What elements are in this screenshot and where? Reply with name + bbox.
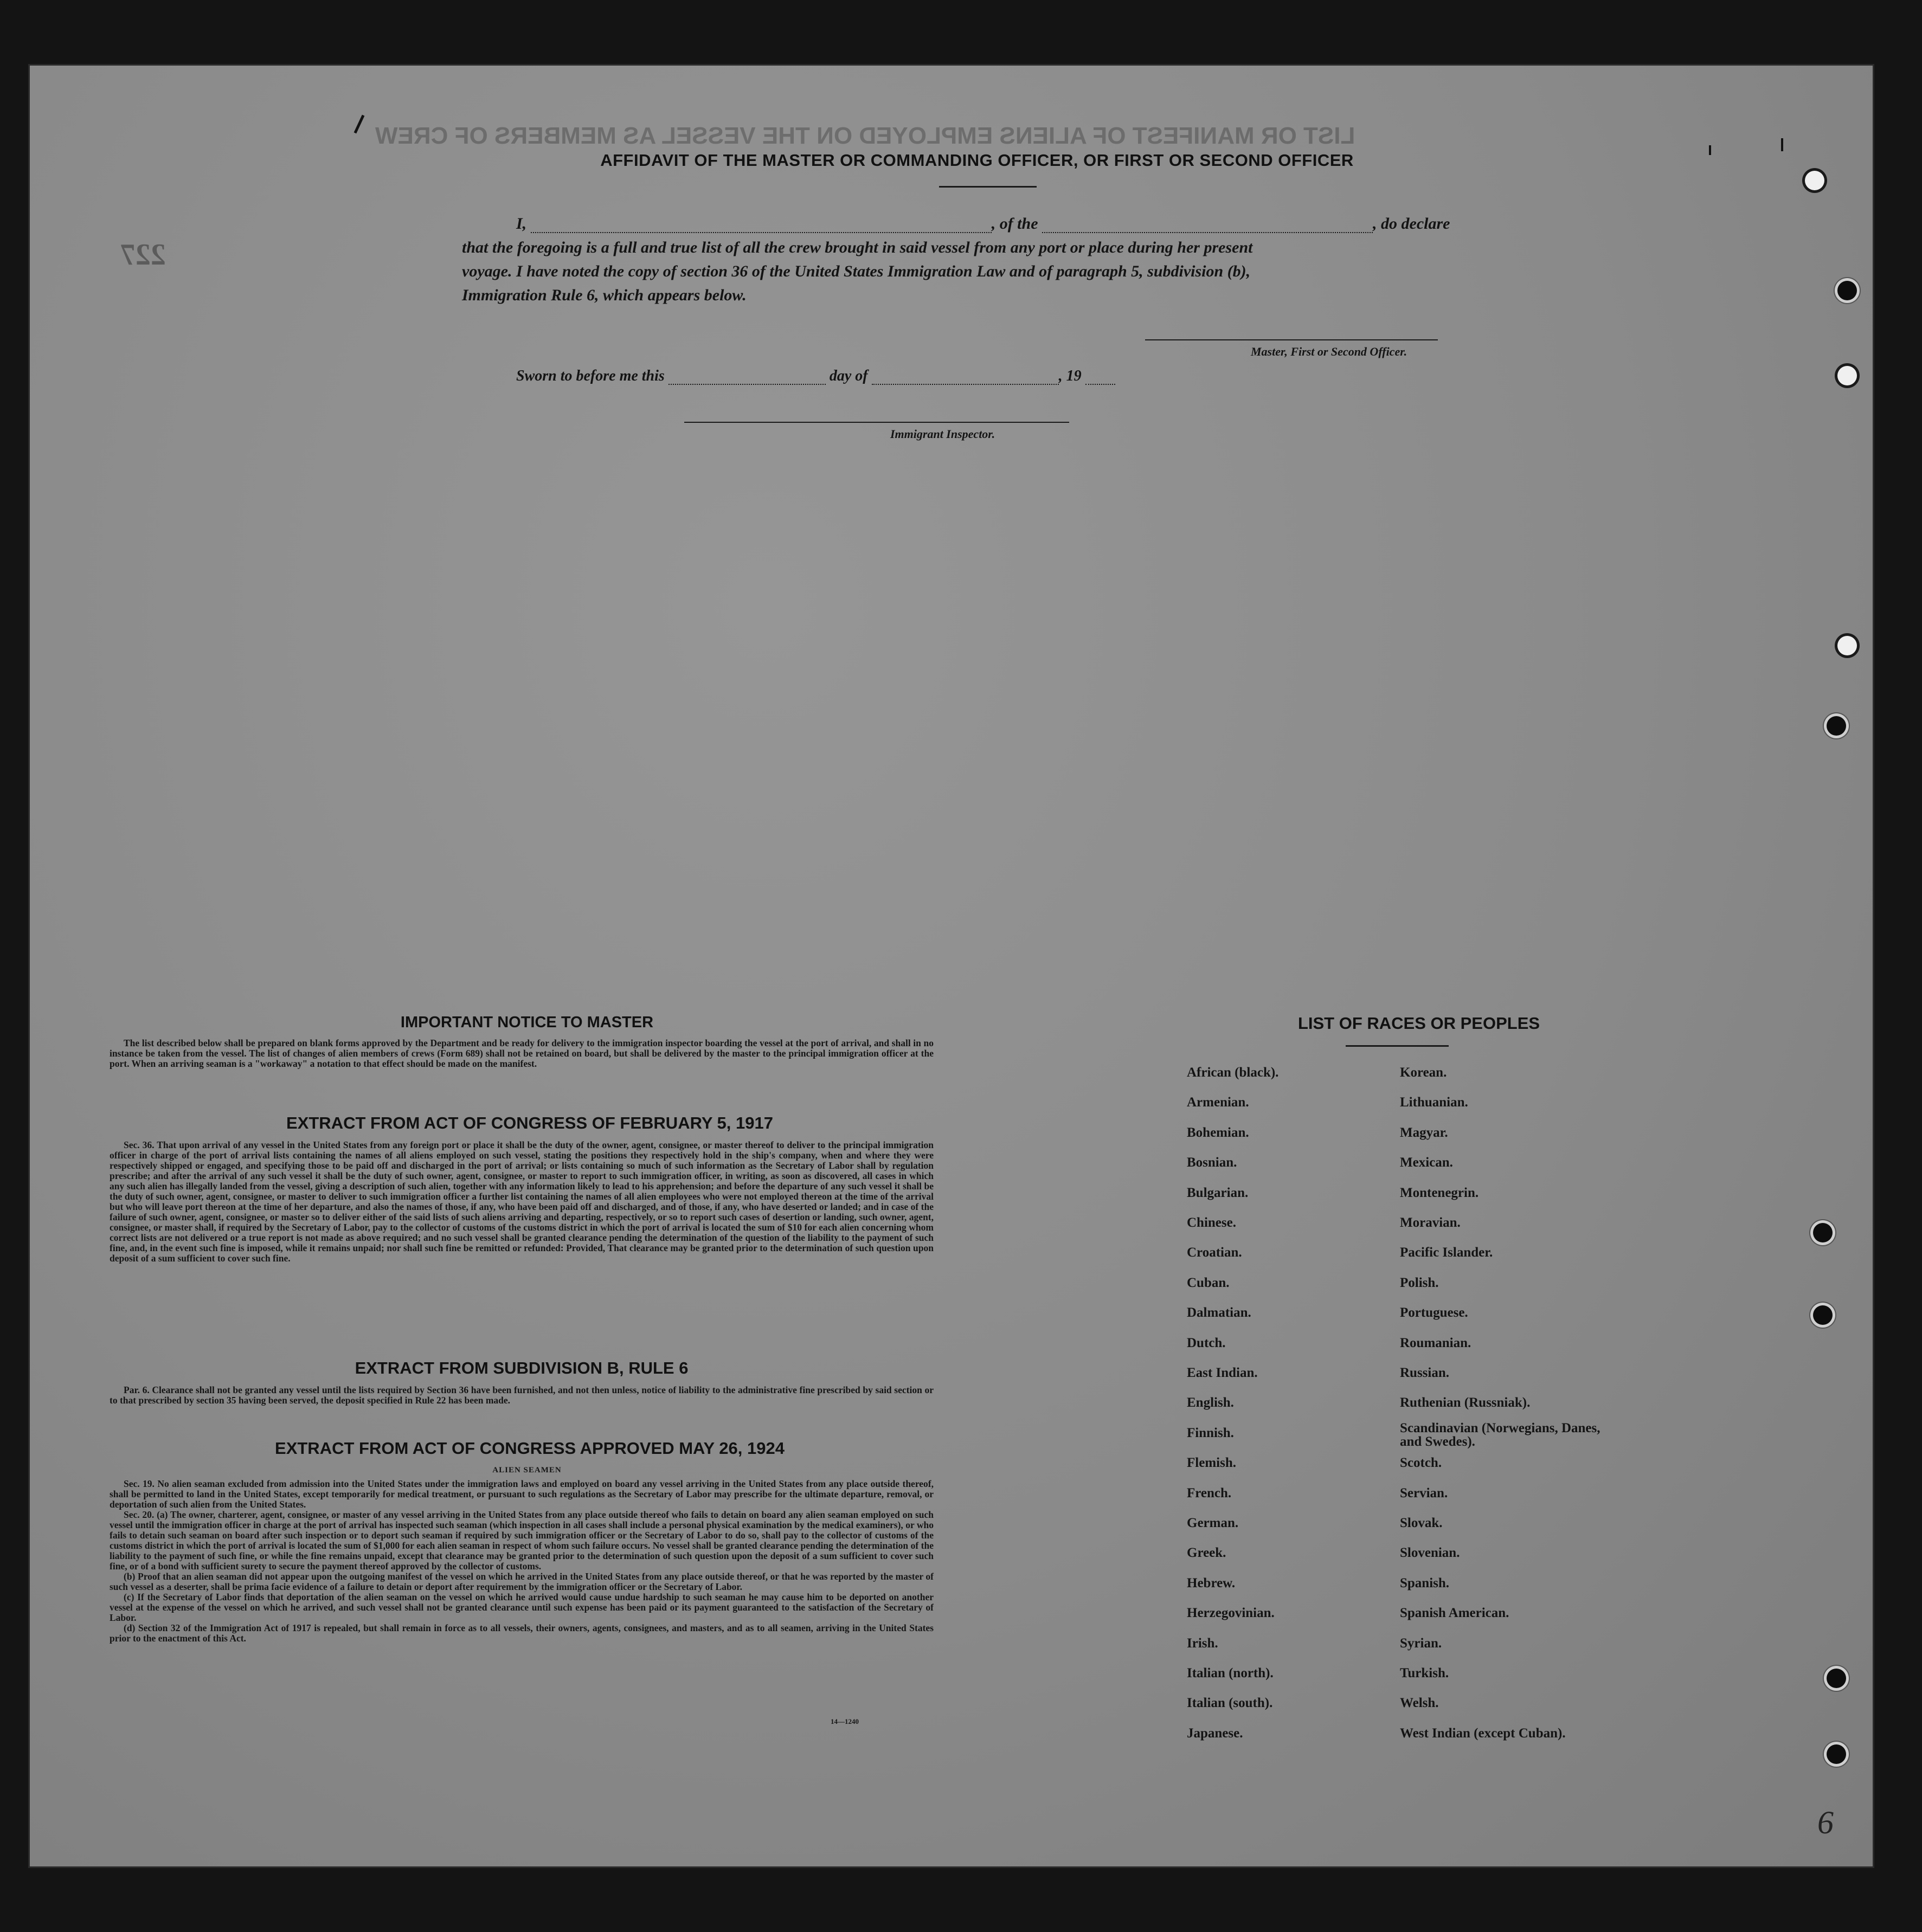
- race-item: Flemish.: [1187, 1456, 1236, 1471]
- race-item: Syrian.: [1400, 1635, 1442, 1651]
- race-item: Turkish.: [1400, 1666, 1449, 1680]
- punch-hole: [1813, 1305, 1833, 1325]
- race-item: Herzegovinian.: [1187, 1606, 1275, 1621]
- document-page: [28, 64, 1874, 1868]
- race-item: Russian.: [1400, 1366, 1450, 1380]
- race-item: Armenian.: [1187, 1095, 1249, 1110]
- punch-hole: [1837, 636, 1857, 655]
- inspector-signature-line[interactable]: [684, 422, 1069, 423]
- races-title: LIST OF RACES OR PEOPLES: [1297, 1014, 1540, 1033]
- race-item: Cuban.: [1187, 1275, 1230, 1290]
- race-item: Korean.: [1400, 1065, 1447, 1080]
- race-item: English.: [1187, 1395, 1234, 1411]
- punch-hole: [1805, 171, 1824, 190]
- affidavit-line-1: [516, 215, 1450, 233]
- race-item: Dalmatian.: [1187, 1305, 1251, 1321]
- sworn-year-label: , 19: [1058, 368, 1082, 384]
- extract-rule6-text: Par. 6. Clearance shall not be granted any vessel until the lists required by Section 36 have been furnished, and not then unless, notice of liability to the administrative fine prescribed by said section or to that prescribed by section 35 having been served, the deposit specified in Rule 22 has been made.: [110, 1384, 934, 1406]
- race-item: German.: [1187, 1516, 1239, 1530]
- affidavit-line-4: Immigration Rule 6, which appears below.: [462, 286, 747, 304]
- race-item: Polish.: [1400, 1275, 1439, 1290]
- punch-hole: [1813, 1223, 1833, 1242]
- race-item: Croatian.: [1187, 1245, 1242, 1260]
- sworn-month-blank[interactable]: [872, 370, 1059, 385]
- race-item: Spanish American.: [1400, 1606, 1509, 1621]
- notice-title: IMPORTANT NOTICE TO MASTER: [400, 1014, 654, 1031]
- sworn-day-of-label: day of: [829, 368, 868, 384]
- punch-hole: [1827, 1744, 1846, 1764]
- affidavit-line-2: that the foregoing is a full and true list of all the crew brought in said vessel from any port or place during her present: [462, 239, 1253, 256]
- race-item: Pacific Islander.: [1400, 1245, 1493, 1260]
- race-item: Slovak.: [1400, 1516, 1443, 1530]
- race-item: Italian (south).: [1187, 1696, 1273, 1711]
- race-item: Servian.: [1400, 1485, 1448, 1500]
- handwritten-mark: 6: [1817, 1805, 1834, 1840]
- race-item: Moravian.: [1400, 1215, 1461, 1230]
- affidavit-title-rule: [939, 186, 1037, 188]
- race-item: Dutch.: [1187, 1335, 1226, 1350]
- extract-1917-title: EXTRACT FROM ACT OF CONGRESS OF FEBRUARY 5, 1917: [286, 1113, 773, 1132]
- form-code: 14—1240: [831, 1717, 859, 1725]
- race-item: Lithuanian.: [1400, 1095, 1468, 1110]
- bleed-through-page-number: 227: [120, 238, 166, 272]
- race-item: Scotch.: [1400, 1456, 1442, 1471]
- race-item: Welsh.: [1400, 1696, 1439, 1711]
- pen-mark: [1709, 145, 1711, 155]
- sworn-day-blank[interactable]: [668, 370, 826, 385]
- extract-rule6-title: EXTRACT FROM SUBDIVISION B, RULE 6: [355, 1358, 689, 1377]
- extract-1917-text: Sec. 36. That upon arrival of any vessel in the United States from any foreign port or place it shall be the duty of the owner, agent, consignee, or master thereof to deliver to the principal immigration officer in charge of the port of arrival lists containing the names of all aliens employed on such vessel, stating the positions they respectively hold in the ship's company, when and where they were respectively shipped or engaged, and specifying those to be paid off and discharged in the port of arrival; or lists containing so much of such information as the Secretary of Labor shall by regulation prescribe; and after the arrival of any such vessel it shall be the duty of such owner, agent, consignee, or master to report to such immigration officer, in writing, as soon as discovered, all cases in which any such alien has illegally landed from the vessel, giving a description of such alien, together with any information likely to lead to his apprehension; and before the departure of any such vessel it shall be the duty of such owner, agent, consignee, or master to deliver to such immigration officer a further list containing the names of all alien employees who were not employed thereon at the time of the arrival but who will leave port thereon at the time of her departure, and also the names of those, if any, who have been paid off and discharged, and of those, if any, who have deserted or landed; and in case of the failure of such owner, agent, consignee, or master so to deliver either of the said lists of such aliens arriving and departing, respectively, or so to report such cases of desertion or landing, such owner, agent, consignee, or master shall, if required by the Secretary of Labor, pay to the collector of customs of the customs district in which the port of arrival is located the sum of $10 for each alien concerning whom correct lists are not delivered or a true report is not made as above required; and no such vessel shall be granted clearance pending the determination of the question of the liability to the payment of such fine, and, in the event such fine is imposed, while it remains unpaid; nor shall such fine be remitted or refunded: Provided, That clearance may be granted prior to the determination of such question upon deposit of a sum sufficient to cover such fine.: [110, 1139, 934, 1264]
- race-item: East Indian.: [1187, 1366, 1258, 1380]
- race-item: West Indian (except Cuban).: [1400, 1725, 1566, 1741]
- extract-1924-text: [110, 1479, 934, 1644]
- pen-mark: [1781, 138, 1783, 151]
- sworn-line: [516, 368, 1115, 385]
- race-item: Scandinavian (Norwegians, Danes, and Swedes).: [1400, 1420, 1600, 1449]
- affidavit-line-3: voyage. I have noted the copy of section 36 of the United States Immigration Law and of paragraph 5, subdivision (b),: [462, 262, 1251, 280]
- race-item: Greek.: [1187, 1545, 1226, 1561]
- punch-hole: [1837, 281, 1857, 300]
- sec-20-a: Sec. 20. (a) The owner, charterer, agent, consignee, or master of any vessel arriving in the United States from any place outside thereof who fails to detain on board any alien seaman employed on such vessel until the immigration officer in charge at the port of arrival has inspected such seaman (which inspection in all cases shall include a personal physical examination by the medical examiners), or who fails to detain such seaman on board after such inspection or to deport such seaman if required by such immigration officer or the Secretary of Labor to do so, shall pay to the collector of customs of the customs district in which the port of arrival is located the sum of $1,000 for each alien seaman in respect of whom such failure occurs. No vessel shall be granted clearance pending the determination of the liability to the payment of such fine, or while the fine remains unpaid, except that clearance may be granted prior to the determination of such question upon the deposit of a sum sufficient to cover such fine, or of a bond with sufficient surety to secure the payment thereof approved by the collector of customs.: [110, 1509, 934, 1572]
- races-title-rule: [1346, 1045, 1449, 1047]
- punch-hole: [1827, 716, 1846, 736]
- pen-mark: [354, 115, 365, 134]
- race-item: Italian (north).: [1187, 1666, 1274, 1680]
- race-item: Irish.: [1187, 1635, 1218, 1651]
- inspector-signature-label: Immigrant Inspector.: [890, 427, 995, 441]
- master-signature-line[interactable]: [1145, 339, 1438, 340]
- race-item: Magyar.: [1400, 1125, 1448, 1140]
- master-name-blank[interactable]: [531, 218, 992, 233]
- sec-19: Sec. 19. No alien seaman excluded from admission into the United States under the immigration laws and employed on board any vessel arriving in the United States from any place outside thereof, shall be permitted to land in the United States, except temporarily for medical treatment, or pursuant to such regulations as the Secretary of Labor may prescribe for the ultimate departure, removal, or deportation of such alien from the United States.: [110, 1478, 934, 1510]
- affidavit-of-the-label: , of the: [991, 215, 1038, 233]
- race-item: African (black).: [1187, 1065, 1279, 1080]
- race-item: Slovenian.: [1400, 1545, 1460, 1561]
- race-item: Chinese.: [1187, 1215, 1236, 1230]
- extract-1924-subtitle: ALIEN SEAMEN: [492, 1466, 562, 1474]
- affidavit-i-label: I,: [516, 215, 527, 233]
- race-item: Hebrew.: [1187, 1575, 1236, 1590]
- punch-hole: [1837, 366, 1857, 385]
- race-item: Japanese.: [1187, 1725, 1243, 1741]
- affidavit-title: AFFIDAVIT OF THE MASTER OR COMMANDING OFFICER, OR FIRST OR SECOND OFFICER: [600, 151, 1354, 170]
- race-item: Bosnian.: [1187, 1155, 1237, 1170]
- bleed-through-heading: LIST OR MANIFEST OF ALIENS EMPLOYED ON THE VESSEL AS MEMBERS OF CREW: [375, 123, 1355, 149]
- sworn-year-blank[interactable]: [1085, 370, 1115, 385]
- punch-hole: [1827, 1669, 1846, 1688]
- master-signature-label: Master, First or Second Officer.: [1251, 345, 1407, 358]
- race-item: Mexican.: [1400, 1155, 1453, 1170]
- race-item: Montenegrin.: [1400, 1185, 1479, 1200]
- race-item: Bohemian.: [1187, 1125, 1249, 1140]
- sec-20-c: (c) If the Secretary of Labor finds that deportation of the alien seaman on the vessel on which he arrived would cause undue hardship to such seaman he may cause him to be deported on another vessel at the expense of the vessel on which he arrived, and such vessel shall not be granted clearance until such expense has been paid or its payment guaranteed to the satisfaction of the Secretary of Labor.: [110, 1592, 934, 1623]
- race-item: French.: [1187, 1485, 1232, 1500]
- sec-20-d: (d) Section 32 of the Immigration Act of 1917 is repealed, but shall remain in force as to all vessels, their owners, agents, consignees, and masters, and as to all seamen, arriving in the United States prior to the enactment of this Act.: [110, 1622, 934, 1644]
- race-item: Finnish.: [1187, 1425, 1234, 1440]
- race-item: Portuguese.: [1400, 1305, 1468, 1321]
- race-item: Spanish.: [1400, 1575, 1450, 1590]
- extract-1924-title: EXTRACT FROM ACT OF CONGRESS APPROVED MAY 26, 1924: [275, 1439, 785, 1458]
- sec-20-b: (b) Proof that an alien seaman did not appear upon the outgoing manifest of the vessel on which he arrived in the United States from any place outside thereof, or that he was reported by the master of such vessel as a deserter, shall be prima facie evidence of a failure to detain or deport after requirement by the immigration officer or the Secretary of Labor.: [110, 1571, 934, 1592]
- notice-text: The list described below shall be prepared on blank forms approved by the Department and be ready for delivery to the immigration inspector boarding the vessel at the port of arrival, and shall in no instance be taken from the vessel. The list of changes of alien members of crews (Form 689) shall not be retained on board, but shall be delivered by the master to the principal immigration officer at the port. When an arriving seaman is a "workaway" a notation to that effect should be made on the manifest.: [110, 1038, 934, 1069]
- affidavit-declare-label: , do declare: [1373, 215, 1450, 233]
- sworn-label: Sworn to before me this: [516, 368, 665, 384]
- race-item: Bulgarian.: [1187, 1185, 1249, 1200]
- race-item: Roumanian.: [1400, 1335, 1471, 1350]
- vessel-name-blank[interactable]: [1042, 218, 1373, 233]
- race-item: Ruthenian (Russniak).: [1400, 1395, 1531, 1411]
